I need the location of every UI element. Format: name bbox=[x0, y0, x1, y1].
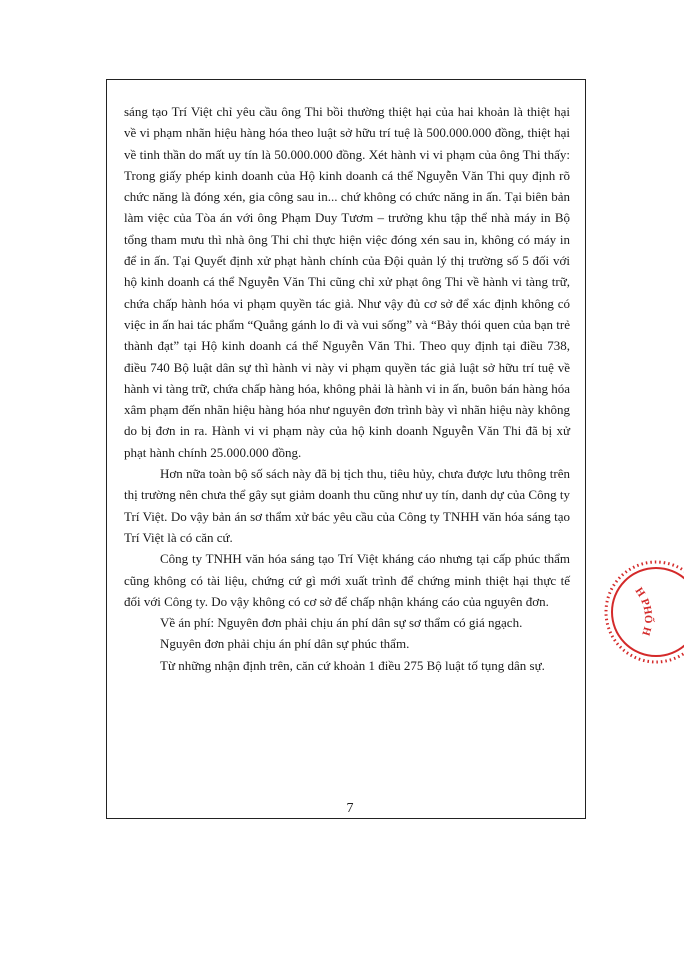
svg-text:H PHỐ H bbox=[633, 585, 655, 637]
page-number: 7 bbox=[346, 801, 354, 816]
court-seal-stamp bbox=[594, 560, 684, 670]
paragraph-1: sáng tạo Trí Việt chỉ yêu cầu ông Thi bồi thường thiệt hại của hai khoản là thiệt hại về vi phạm nhãn hiệu hàng hóa theo luật sở hữu trí tuệ là 500.000.000 đồng, thiệt hại về tinh thần do mất uy tín là 50.000.000 đồng. Xét hành vi vi phạm của ông Thi thấy: Trong giấy phép kinh doanh của Hộ kinh doanh cá thể Nguyễn Văn Thi quy định rõ chức năng là đóng xén, gia công sau in... chứ không có chức năng in ấn. Tại biên bản làm việc của Tòa án với ông Phạm Duy Tươm – trưởng khu tập thể nhà máy in Bộ tổng tham mưu thì nhà ông Thi chỉ thực hiện việc đóng xén sau in, không có máy in để in ấn. Tại Quyết định xử phạt hành chính của Đội quản lý thị trường số 5 đối với hộ kinh doanh cá thể Nguyễn Văn Thi cũng chỉ xử phạt ông Thi về hành vi tàng trữ, chứa chấp hành hóa vi phạm quyền tác giả. Như vậy đủ cơ sở để xác định không có việc in ấn hai tác phẩm “Quẳng gánh lo đi và vui sống” và “Bảy thói quen của bạn trẻ thành đạt” tại Hộ kinh doanh cá thể Nguyễn Văn Thi. Theo quy định tại điều 738, điều 740 Bộ luật dân sự thì hành vi này vi phạm quyền tác giả luật sở hữu trí tuệ về hành vi tàng trữ, chứa chấp hàng hóa, không phải là hành vi in ấn, buôn bán hàng hóa xâm phạm đến nhãn hiệu hàng hóa như nguyên đơn trình bày vì nhãn hiệu này không do bị đơn in ra. Hành vi vi phạm này của hộ kinh doanh Nguyễn Văn Thi đã bị xử phạt hành chính 25.000.000 đồng. bbox=[124, 104, 570, 460]
seal-graphic bbox=[594, 560, 684, 670]
paragraph-5: Nguyên đơn phải chịu án phí dân sự phúc thẩm. bbox=[160, 636, 410, 652]
paragraph-2: Hơn nữa toàn bộ số sách này đã bị tịch thu, tiêu hủy, chưa được lưu thông trên thị trường nên chưa thể gây sụt giảm doanh thu cũng như uy tín, danh dự của Công ty Trí Việt. Do vậy bản án sơ thẩm xử bác yêu cầu của Công ty TNHH văn hóa sáng tạo Trí Việt là có căn cứ. bbox=[124, 466, 570, 545]
paragraph-6: Từ những nhận định trên, căn cứ khoản 1 điều 275 Bộ luật tố tụng dân sự. bbox=[160, 657, 545, 673]
paragraph-4: Về án phí: Nguyên đơn phải chịu án phí dân sự sơ thẩm có giá ngạch. bbox=[160, 615, 523, 631]
seal-text: H PHỐ H bbox=[632, 585, 654, 637]
paragraph-3: Công ty TNHH văn hóa sáng tạo Trí Việt kháng cáo nhưng tại cấp phúc thẩm cũng không có tài liệu, chứng cứ gì mới xuất trình để chứng minh thiệt hại thực tế đối với Công ty. Do vậy không có cơ sở để chấp nhận kháng cáo của nguyên đơn. bbox=[124, 551, 570, 609]
document-body bbox=[124, 101, 570, 676]
